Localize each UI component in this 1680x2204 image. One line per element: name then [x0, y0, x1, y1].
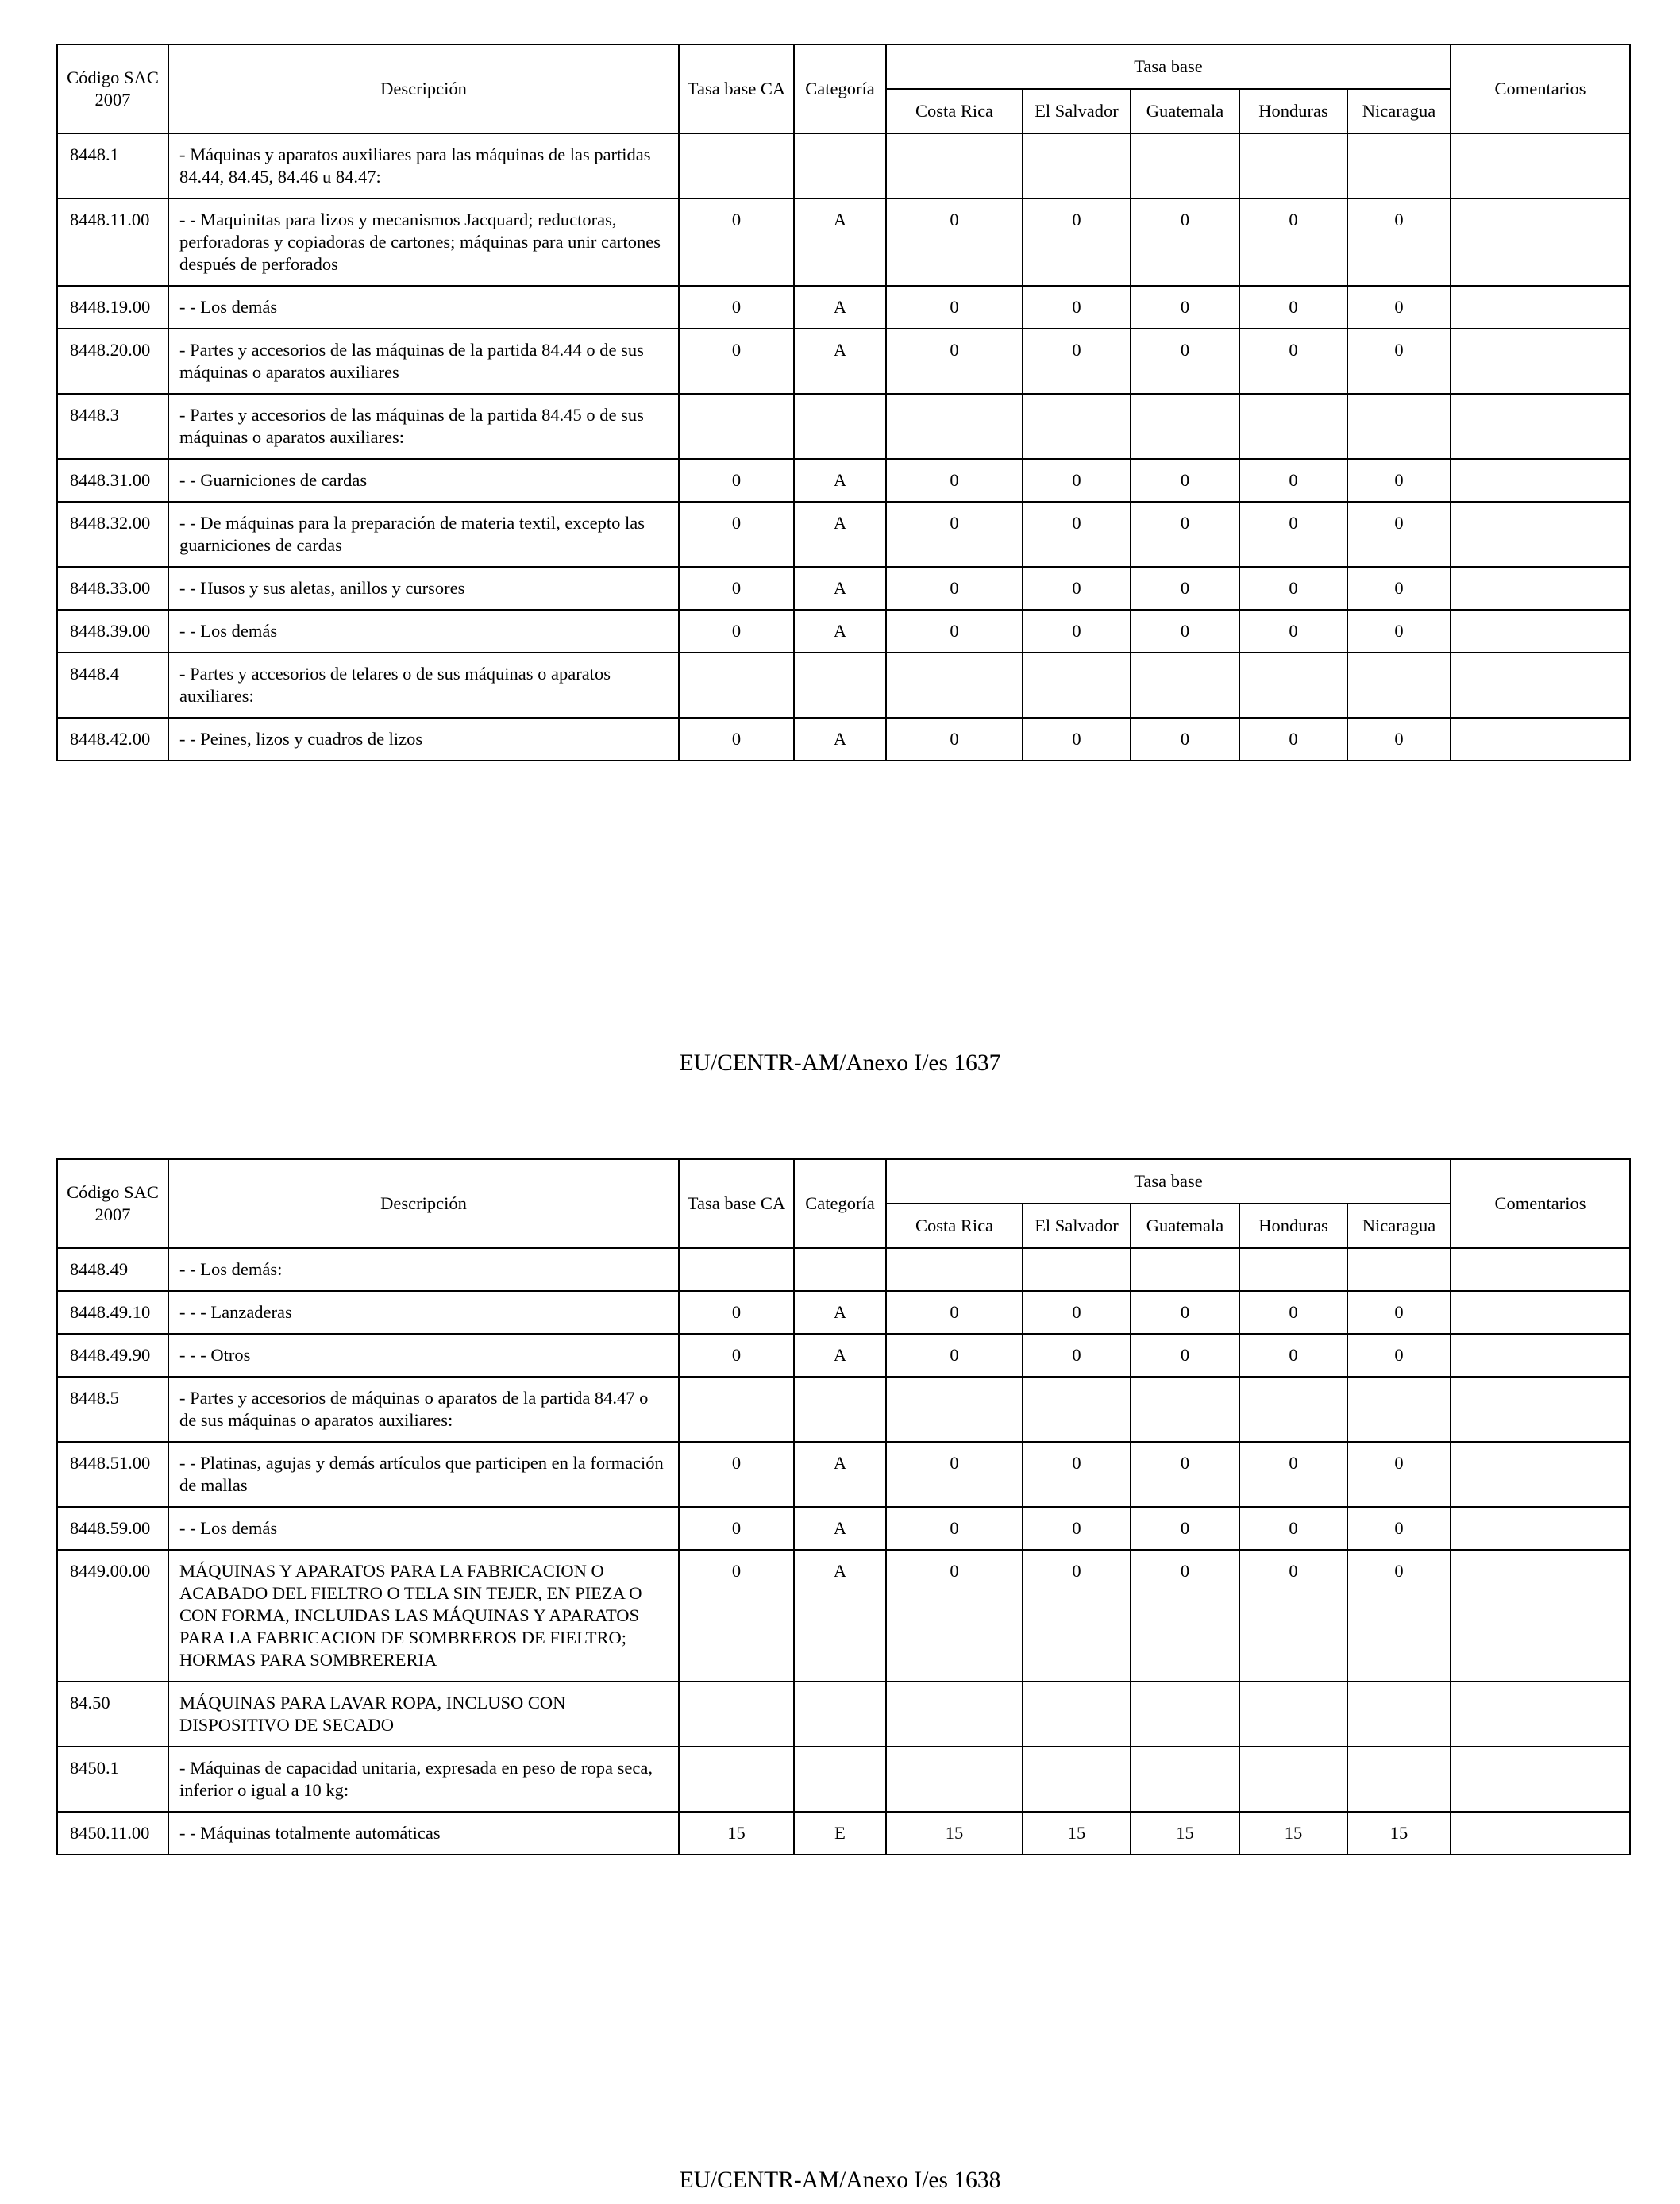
header-guatemala: Guatemala [1131, 89, 1239, 133]
cell-guatemala [1131, 1682, 1239, 1747]
cell-comments [1451, 1682, 1630, 1747]
cell-code: 8448.39.00 [57, 610, 168, 653]
cell-category: A [794, 610, 886, 653]
header-comments: Comentarios [1451, 1159, 1630, 1248]
cell-el-salvador [1023, 133, 1131, 198]
cell-guatemala: 0 [1131, 286, 1239, 329]
cell-guatemala: 0 [1131, 1442, 1239, 1507]
header-code [57, 44, 168, 133]
cell-costa-rica: 15 [886, 1812, 1023, 1855]
cell-el-salvador: 0 [1023, 459, 1131, 502]
cell-base-rate-ca [679, 1747, 794, 1812]
cell-code: 8448.59.00 [57, 1507, 168, 1550]
cell-costa-rica: 0 [886, 1334, 1023, 1377]
cell-description: - - Máquinas totalmente automáticas [168, 1812, 679, 1855]
table-row [57, 198, 1630, 286]
cell-costa-rica: 0 [886, 718, 1023, 761]
cell-base-rate-ca: 0 [679, 329, 794, 394]
cell-el-salvador: 0 [1023, 1550, 1131, 1682]
cell-nicaragua: 0 [1347, 198, 1451, 286]
cell-description: - Partes y accesorios de las máquinas de la partida 84.44 o de sus máquinas o aparatos auxiliares [168, 329, 679, 394]
cell-honduras [1239, 133, 1347, 198]
cell-category: A [794, 1507, 886, 1550]
cell-description: - - Los demás [168, 1507, 679, 1550]
cell-description: - - Los demás [168, 286, 679, 329]
cell-comments [1451, 394, 1630, 459]
cell-honduras: 0 [1239, 718, 1347, 761]
cell-el-salvador [1023, 1682, 1131, 1747]
cell-code: 8448.20.00 [57, 329, 168, 394]
cell-base-rate-ca: 0 [679, 1442, 794, 1507]
cell-nicaragua [1347, 133, 1451, 198]
cell-honduras [1239, 653, 1347, 718]
header-base-rate-ca: Tasa base CA [679, 44, 794, 133]
cell-guatemala: 0 [1131, 567, 1239, 610]
cell-description: - Partes y accesorios de telares o de sus máquinas o aparatos auxiliares: [168, 653, 679, 718]
cell-base-rate-ca: 0 [679, 1334, 794, 1377]
cell-description: MÁQUINAS PARA LAVAR ROPA, INCLUSO CON DISPOSITIVO DE SECADO [168, 1682, 679, 1747]
cell-el-salvador: 0 [1023, 286, 1131, 329]
cell-comments [1451, 1747, 1630, 1812]
cell-description: - - Guarniciones de cardas [168, 459, 679, 502]
cell-nicaragua: 0 [1347, 718, 1451, 761]
page-footer: EU/CENTR-AM/Anexo I/es 1638 [679, 2167, 1001, 2193]
cell-el-salvador [1023, 653, 1131, 718]
cell-guatemala: 15 [1131, 1812, 1239, 1855]
cell-honduras: 0 [1239, 329, 1347, 394]
cell-costa-rica [886, 1682, 1023, 1747]
cell-comments [1451, 1377, 1630, 1442]
cell-code: 8448.42.00 [57, 718, 168, 761]
header-category: Categoría [794, 1159, 886, 1248]
header-code [57, 1159, 168, 1248]
cell-nicaragua: 0 [1347, 459, 1451, 502]
cell-base-rate-ca [679, 394, 794, 459]
cell-comments [1451, 286, 1630, 329]
cell-code: 8448.19.00 [57, 286, 168, 329]
cell-nicaragua: 0 [1347, 502, 1451, 567]
cell-costa-rica [886, 1377, 1023, 1442]
cell-el-salvador: 0 [1023, 1291, 1131, 1334]
cell-el-salvador [1023, 1248, 1131, 1291]
cell-code: 8448.1 [57, 133, 168, 198]
header-description: Descripción [168, 44, 679, 133]
header-base-rate: Tasa base [886, 1159, 1451, 1204]
cell-nicaragua: 0 [1347, 1334, 1451, 1377]
cell-code: 8448.49.10 [57, 1291, 168, 1334]
cell-description: - - Maquinitas para lizos y mecanismos Jacquard; reductoras, perforadoras y copiadoras de cartones; máquinas para unir cartones después de perforados [168, 198, 679, 286]
cell-costa-rica [886, 653, 1023, 718]
cell-costa-rica: 0 [886, 1291, 1023, 1334]
cell-guatemala: 0 [1131, 1550, 1239, 1682]
table-row [57, 1682, 1630, 1747]
cell-base-rate-ca: 0 [679, 459, 794, 502]
cell-comments [1451, 1334, 1630, 1377]
cell-guatemala: 0 [1131, 718, 1239, 761]
cell-description: - - De máquinas para la preparación de materia textil, excepto las guarniciones de cardas [168, 502, 679, 567]
cell-category: A [794, 502, 886, 567]
cell-guatemala: 0 [1131, 198, 1239, 286]
cell-base-rate-ca [679, 133, 794, 198]
header-costa-rica: Costa Rica [886, 89, 1023, 133]
table-row [57, 459, 1630, 502]
cell-honduras: 0 [1239, 567, 1347, 610]
cell-nicaragua: 0 [1347, 329, 1451, 394]
table-row [57, 653, 1630, 718]
header-el-salvador: El Salvador [1023, 89, 1131, 133]
cell-honduras: 0 [1239, 198, 1347, 286]
cell-nicaragua: 0 [1347, 1550, 1451, 1682]
cell-el-salvador: 0 [1023, 610, 1131, 653]
header-code-text: Código SAC 2007 [67, 1182, 159, 1224]
cell-guatemala [1131, 1377, 1239, 1442]
cell-honduras: 0 [1239, 1507, 1347, 1550]
cell-honduras: 15 [1239, 1812, 1347, 1855]
cell-code: 8448.11.00 [57, 198, 168, 286]
cell-category: A [794, 1442, 886, 1507]
cell-honduras: 0 [1239, 1291, 1347, 1334]
table-row [57, 718, 1630, 761]
table-row [57, 1812, 1630, 1855]
cell-category: A [794, 286, 886, 329]
cell-description: - - Los demás: [168, 1248, 679, 1291]
cell-category: A [794, 1550, 886, 1682]
cell-description: MÁQUINAS Y APARATOS PARA LA FABRICACION O ACABADO DEL FIELTRO O TELA SIN TEJER, EN PIEZA O CON FORMA, INCLUIDAS LAS MÁQUINAS Y APARATOS PARA LA FABRICACION DE SOMBREROS DE FIELTRO; HORMAS PARA SOMBRERERIA [168, 1550, 679, 1682]
cell-base-rate-ca: 0 [679, 1550, 794, 1682]
cell-code: 8448.49.90 [57, 1334, 168, 1377]
cell-category [794, 133, 886, 198]
cell-costa-rica [886, 1747, 1023, 1812]
cell-honduras: 0 [1239, 459, 1347, 502]
cell-honduras [1239, 1682, 1347, 1747]
cell-el-salvador: 0 [1023, 567, 1131, 610]
table-row [57, 1747, 1630, 1812]
header-honduras: Honduras [1239, 89, 1347, 133]
cell-comments [1451, 718, 1630, 761]
cell-base-rate-ca [679, 1682, 794, 1747]
cell-guatemala: 0 [1131, 610, 1239, 653]
cell-honduras [1239, 394, 1347, 459]
cell-nicaragua: 0 [1347, 1291, 1451, 1334]
cell-description: - - - Lanzaderas [168, 1291, 679, 1334]
tariff-table-1 [56, 44, 1631, 761]
cell-base-rate-ca: 0 [679, 286, 794, 329]
cell-code: 8448.51.00 [57, 1442, 168, 1507]
header-code-text: Código SAC 2007 [67, 67, 159, 110]
cell-base-rate-ca [679, 653, 794, 718]
cell-comments [1451, 1248, 1630, 1291]
cell-category: A [794, 459, 886, 502]
header-el-salvador: El Salvador [1023, 1204, 1131, 1248]
cell-description: - - Los demás [168, 610, 679, 653]
cell-nicaragua [1347, 1377, 1451, 1442]
cell-code: 8450.1 [57, 1747, 168, 1812]
cell-comments [1451, 1442, 1630, 1507]
cell-costa-rica: 0 [886, 567, 1023, 610]
cell-category [794, 1747, 886, 1812]
cell-honduras: 0 [1239, 1334, 1347, 1377]
header-base-rate: Tasa base [886, 44, 1451, 89]
table-row [57, 502, 1630, 567]
table-row [57, 329, 1630, 394]
cell-guatemala: 0 [1131, 1334, 1239, 1377]
cell-description: - - Husos y sus aletas, anillos y cursores [168, 567, 679, 610]
cell-base-rate-ca [679, 1248, 794, 1291]
cell-comments [1451, 1812, 1630, 1855]
cell-description: - Máquinas de capacidad unitaria, expresada en peso de ropa seca, inferior o igual a 10 kg: [168, 1747, 679, 1812]
cell-base-rate-ca: 0 [679, 610, 794, 653]
cell-category: A [794, 1291, 886, 1334]
cell-comments [1451, 610, 1630, 653]
cell-comments [1451, 653, 1630, 718]
table-row [57, 567, 1630, 610]
cell-comments [1451, 198, 1630, 286]
table-row [57, 1550, 1630, 1682]
header-base-rate-ca: Tasa base CA [679, 1159, 794, 1248]
cell-comments [1451, 133, 1630, 198]
cell-category [794, 1682, 886, 1747]
table-row [57, 1442, 1630, 1507]
cell-category: A [794, 329, 886, 394]
cell-category: A [794, 1334, 886, 1377]
cell-guatemala: 0 [1131, 1291, 1239, 1334]
cell-honduras: 0 [1239, 1550, 1347, 1682]
table-row [57, 610, 1630, 653]
table-body [57, 133, 1630, 761]
cell-base-rate-ca: 0 [679, 1507, 794, 1550]
cell-base-rate-ca: 0 [679, 567, 794, 610]
table-row [57, 1248, 1630, 1291]
header-category: Categoría [794, 44, 886, 133]
cell-category [794, 394, 886, 459]
cell-base-rate-ca [679, 1377, 794, 1442]
cell-comments [1451, 1550, 1630, 1682]
table-row [57, 1334, 1630, 1377]
cell-category [794, 1248, 886, 1291]
cell-honduras: 0 [1239, 610, 1347, 653]
cell-nicaragua [1347, 653, 1451, 718]
page-footer: EU/CENTR-AM/Anexo I/es 1637 [679, 1050, 1001, 1076]
cell-code: 8448.31.00 [57, 459, 168, 502]
cell-comments [1451, 459, 1630, 502]
table-header [57, 1159, 1630, 1248]
cell-description: - Partes y accesorios de las máquinas de la partida 84.45 o de sus máquinas o aparatos auxiliares: [168, 394, 679, 459]
cell-description: - Máquinas y aparatos auxiliares para las máquinas de las partidas 84.44, 84.45, 84.46 u 84.47: [168, 133, 679, 198]
cell-base-rate-ca: 0 [679, 502, 794, 567]
cell-comments [1451, 502, 1630, 567]
cell-category: A [794, 567, 886, 610]
cell-nicaragua [1347, 1747, 1451, 1812]
header-description: Descripción [168, 1159, 679, 1248]
cell-el-salvador: 0 [1023, 1442, 1131, 1507]
header-costa-rica: Costa Rica [886, 1204, 1023, 1248]
cell-code: 8448.3 [57, 394, 168, 459]
cell-guatemala: 0 [1131, 329, 1239, 394]
table-row [57, 133, 1630, 198]
cell-comments [1451, 567, 1630, 610]
cell-nicaragua: 0 [1347, 610, 1451, 653]
cell-comments [1451, 1291, 1630, 1334]
table-row [57, 1507, 1630, 1550]
cell-costa-rica: 0 [886, 198, 1023, 286]
header-comments: Comentarios [1451, 44, 1630, 133]
cell-el-salvador: 0 [1023, 329, 1131, 394]
cell-guatemala [1131, 133, 1239, 198]
cell-description: - - Peines, lizos y cuadros de lizos [168, 718, 679, 761]
table-row [57, 1377, 1630, 1442]
cell-honduras: 0 [1239, 1442, 1347, 1507]
cell-honduras [1239, 1248, 1347, 1291]
cell-honduras [1239, 1747, 1347, 1812]
cell-guatemala: 0 [1131, 1507, 1239, 1550]
cell-nicaragua [1347, 1682, 1451, 1747]
cell-base-rate-ca: 0 [679, 198, 794, 286]
cell-code: 8448.4 [57, 653, 168, 718]
cell-code: 8448.5 [57, 1377, 168, 1442]
header-guatemala: Guatemala [1131, 1204, 1239, 1248]
cell-costa-rica: 0 [886, 286, 1023, 329]
cell-nicaragua: 0 [1347, 286, 1451, 329]
tariff-table-2 [56, 1158, 1631, 1855]
header-honduras: Honduras [1239, 1204, 1347, 1248]
cell-costa-rica [886, 133, 1023, 198]
cell-honduras [1239, 1377, 1347, 1442]
cell-el-salvador [1023, 394, 1131, 459]
cell-costa-rica: 0 [886, 502, 1023, 567]
cell-guatemala [1131, 653, 1239, 718]
cell-description: - Partes y accesorios de máquinas o aparatos de la partida 84.47 o de sus máquinas o aparatos auxiliares: [168, 1377, 679, 1442]
cell-code: 84.50 [57, 1682, 168, 1747]
cell-code: 8450.11.00 [57, 1812, 168, 1855]
cell-guatemala [1131, 394, 1239, 459]
cell-el-salvador: 0 [1023, 198, 1131, 286]
cell-costa-rica [886, 1248, 1023, 1291]
cell-code: 8449.00.00 [57, 1550, 168, 1682]
header-nicaragua: Nicaragua [1347, 89, 1451, 133]
cell-comments [1451, 329, 1630, 394]
cell-costa-rica: 0 [886, 329, 1023, 394]
cell-base-rate-ca: 0 [679, 1291, 794, 1334]
cell-el-salvador: 15 [1023, 1812, 1131, 1855]
cell-el-salvador: 0 [1023, 502, 1131, 567]
cell-el-salvador [1023, 1747, 1131, 1812]
cell-nicaragua: 0 [1347, 1442, 1451, 1507]
cell-guatemala: 0 [1131, 459, 1239, 502]
header-nicaragua: Nicaragua [1347, 1204, 1451, 1248]
cell-code: 8448.49 [57, 1248, 168, 1291]
cell-comments [1451, 1507, 1630, 1550]
table-row [57, 286, 1630, 329]
cell-el-salvador: 0 [1023, 1507, 1131, 1550]
cell-honduras: 0 [1239, 502, 1347, 567]
cell-base-rate-ca: 15 [679, 1812, 794, 1855]
cell-description: - - - Otros [168, 1334, 679, 1377]
cell-nicaragua: 0 [1347, 1507, 1451, 1550]
cell-costa-rica: 0 [886, 1507, 1023, 1550]
cell-costa-rica: 0 [886, 1442, 1023, 1507]
cell-code: 8448.33.00 [57, 567, 168, 610]
cell-costa-rica [886, 394, 1023, 459]
cell-nicaragua [1347, 394, 1451, 459]
cell-costa-rica: 0 [886, 459, 1023, 502]
cell-el-salvador: 0 [1023, 718, 1131, 761]
cell-nicaragua [1347, 1248, 1451, 1291]
cell-category: A [794, 198, 886, 286]
cell-category: E [794, 1812, 886, 1855]
table-row [57, 1291, 1630, 1334]
cell-category [794, 1377, 886, 1442]
cell-category [794, 653, 886, 718]
cell-category: A [794, 718, 886, 761]
cell-el-salvador: 0 [1023, 1334, 1131, 1377]
cell-costa-rica: 0 [886, 610, 1023, 653]
table-header [57, 44, 1630, 133]
cell-guatemala: 0 [1131, 502, 1239, 567]
cell-guatemala [1131, 1248, 1239, 1291]
cell-el-salvador [1023, 1377, 1131, 1442]
cell-description: - - Platinas, agujas y demás artículos que participen en la formación de mallas [168, 1442, 679, 1507]
cell-base-rate-ca: 0 [679, 718, 794, 761]
cell-nicaragua: 15 [1347, 1812, 1451, 1855]
cell-costa-rica: 0 [886, 1550, 1023, 1682]
cell-code: 8448.32.00 [57, 502, 168, 567]
cell-guatemala [1131, 1747, 1239, 1812]
cell-nicaragua: 0 [1347, 567, 1451, 610]
table-body [57, 1248, 1630, 1855]
cell-honduras: 0 [1239, 286, 1347, 329]
table-row [57, 394, 1630, 459]
